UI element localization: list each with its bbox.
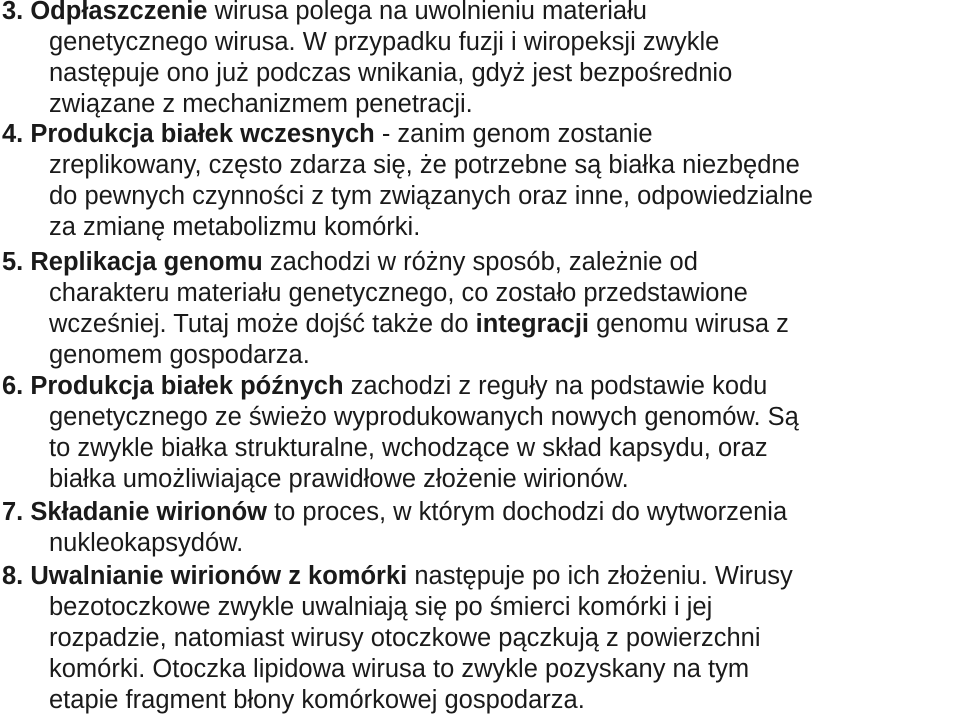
text-line <box>2 119 813 150</box>
step-item-4 <box>2 119 813 243</box>
text-segment: do pewnych czynności z tym związanych oraz inne, odpowiedzialne <box>49 182 813 210</box>
text-line <box>2 433 799 464</box>
text-segment: wcześniej. Tutaj może dojść także do <box>49 310 476 338</box>
step-item-7 <box>2 497 787 559</box>
text-line <box>2 150 813 181</box>
text-line <box>2 685 793 716</box>
text-segment: genomu wirusa z <box>589 310 789 338</box>
step-item-8 <box>2 561 793 716</box>
text-segment: zachodzi w różny sposób, zależnie od <box>262 248 698 276</box>
text-line <box>2 623 793 654</box>
text-segment: następuje po ich złożeniu. Wirusy <box>407 562 793 590</box>
bold-term: 6. Produkcja białek późnych <box>2 372 344 400</box>
text-line <box>2 528 787 559</box>
step-item-5 <box>2 247 789 371</box>
text-line <box>2 309 789 340</box>
step-item-6 <box>2 371 799 495</box>
text-segment: charakteru materiału genetycznego, co zostało przedstawione <box>49 279 748 307</box>
text-segment: genetycznego wirusa. W przypadku fuzji i wiropeksji zwykle <box>49 28 720 56</box>
text-segment: białka umożliwiające prawidłowe złożenie wirionów. <box>49 465 629 493</box>
text-line <box>2 340 789 371</box>
text-segment: genomem gospodarza. <box>49 341 310 369</box>
text-segment: następuje ono już podczas wnikania, gdyż jest bezpośrednio <box>49 59 733 87</box>
text-line <box>2 278 789 309</box>
text-segment: komórki. Otoczka lipidowa wirusa to zwykle pozyskany na tym <box>49 655 750 683</box>
text-line <box>2 371 799 402</box>
text-segment: zreplikowany, często zdarza się, że potrzebne są białka niezbędne <box>49 151 800 179</box>
text-line <box>2 0 732 27</box>
text-segment: związane z mechanizmem penetracji. <box>49 90 473 118</box>
text-line <box>2 592 793 623</box>
text-line <box>2 561 793 592</box>
step-item-3 <box>2 0 732 120</box>
text-line <box>2 212 813 243</box>
text-line <box>2 402 799 433</box>
text-line <box>2 181 813 212</box>
bold-term: 7. Składanie wirionów <box>2 498 267 526</box>
bold-term: 4. Produkcja białek wczesnych <box>2 120 375 148</box>
text-segment: to zwykle białka strukturalne, wchodzące w skład kapsydu, oraz <box>49 434 768 462</box>
text-line <box>2 89 732 120</box>
text-line <box>2 654 793 685</box>
bold-term: 8. Uwalnianie wirionów z komórki <box>2 562 408 590</box>
bold-term: 5. Replikacja genomu <box>2 248 263 276</box>
text-segment: etapie fragment błony komórkowej gospodarza. <box>49 686 585 714</box>
text-line <box>2 497 787 528</box>
bold-term: 3. Odpłaszczenie <box>2 0 208 25</box>
text-line <box>2 464 799 495</box>
bold-term: integracji <box>475 310 589 338</box>
text-segment: wirusa polega na uwolnieniu materiału <box>207 0 647 25</box>
text-line <box>2 27 732 58</box>
text-segment: rozpadzie, natomiast wirusy otoczkowe pączkują z powierzchni <box>49 624 761 652</box>
text-segment: genetycznego ze świeżo wyprodukowanych nowych genomów. Są <box>49 403 799 431</box>
text-segment: za zmianę metabolizmu komórki. <box>49 213 421 241</box>
text-line <box>2 58 732 89</box>
text-segment: to proces, w którym dochodzi do wytworzenia <box>267 498 788 526</box>
text-segment: nukleokapsydów. <box>49 529 244 557</box>
text-segment: - zanim genom zostanie <box>374 120 653 148</box>
text-line <box>2 247 789 278</box>
text-segment: zachodzi z reguły na podstawie kodu <box>343 372 768 400</box>
text-segment: bezotoczkowe zwykle uwalniają się po śmierci komórki i jej <box>49 593 713 621</box>
